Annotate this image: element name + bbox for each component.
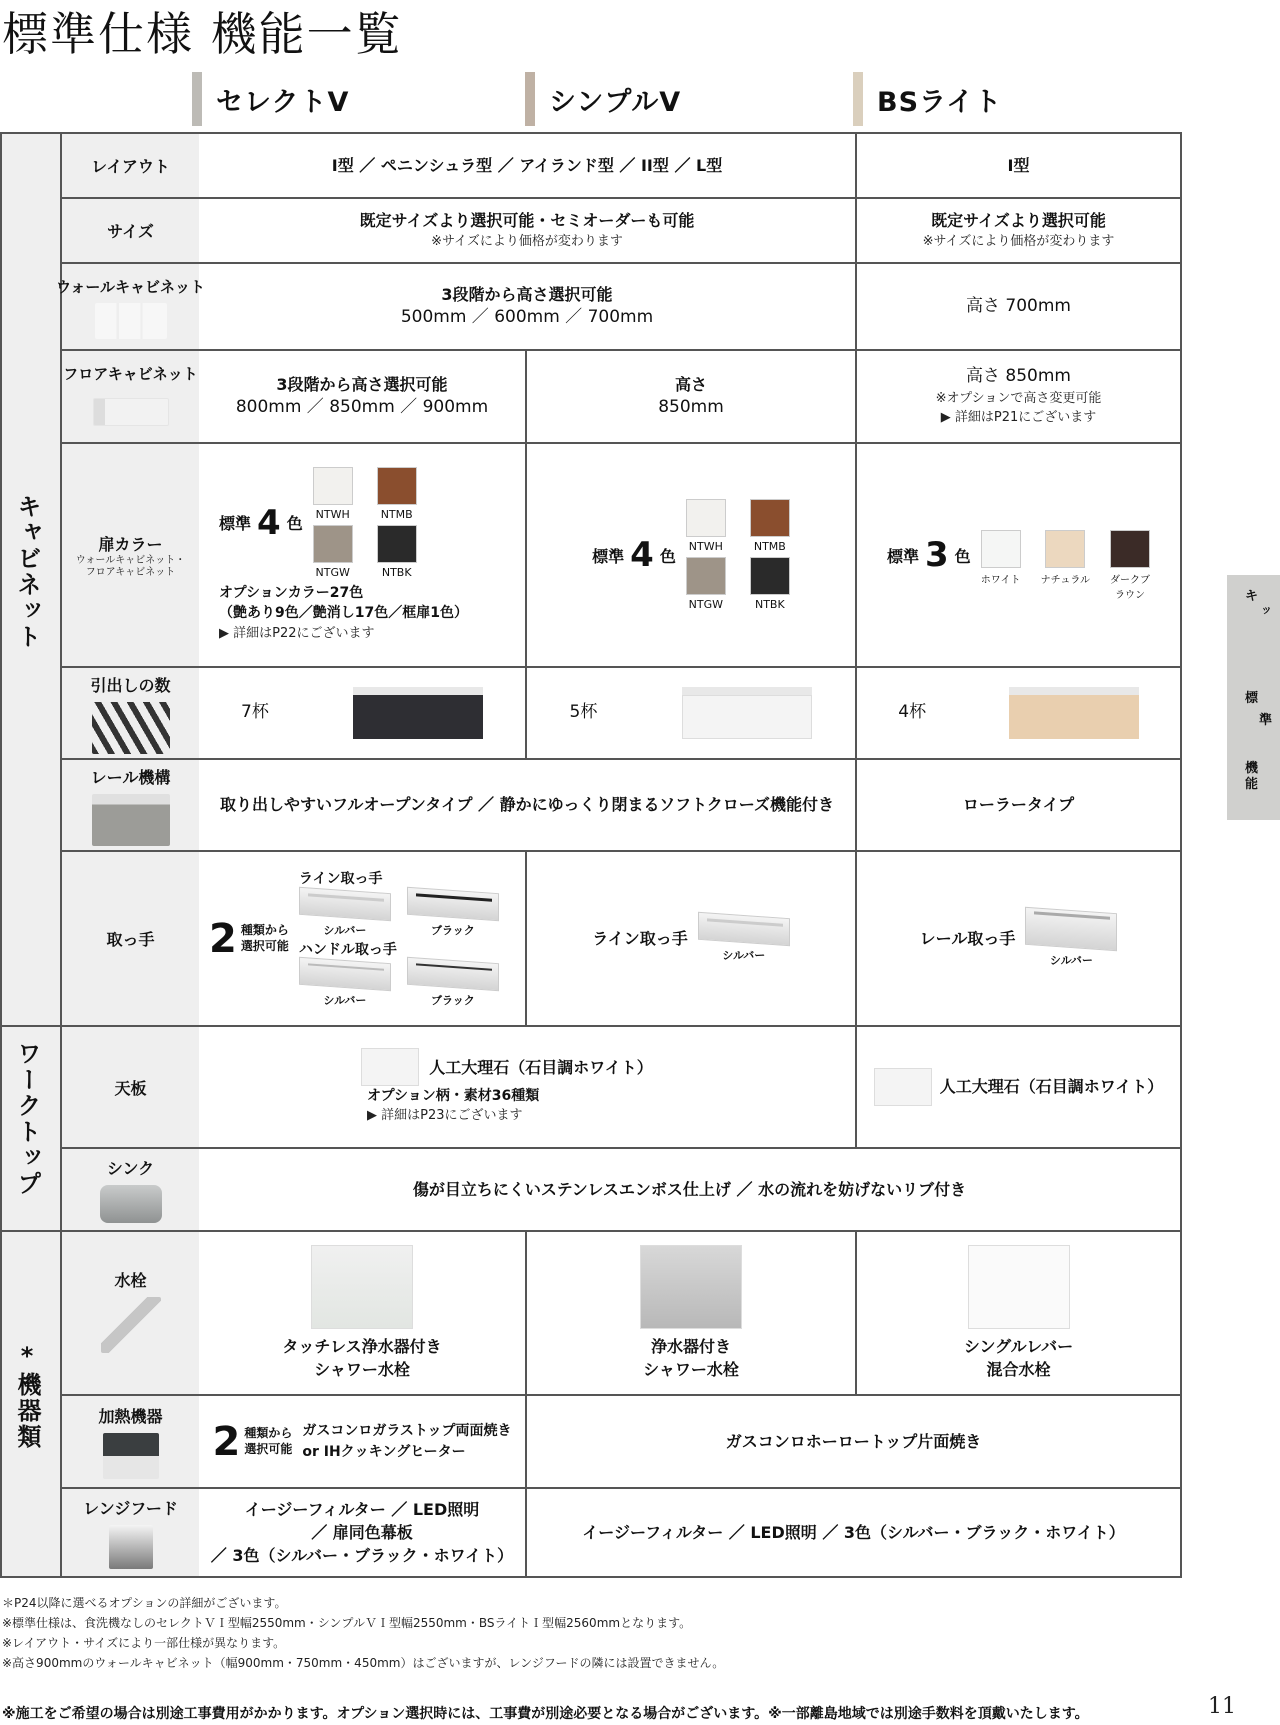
standard-color-count [592, 535, 676, 575]
row-size [62, 199, 1180, 264]
countertop-swatch [361, 1048, 419, 1086]
cell-select-simple [199, 1027, 857, 1147]
series-header-simple-v [525, 72, 681, 126]
handle-image [698, 911, 790, 945]
faucet-photo [311, 1245, 413, 1329]
side-tab-char: ッ [1261, 603, 1272, 616]
cell-text: イージーフィルター ／ LED照明 ／ 3色（シルバー・ブラック・ホワイト） [582, 1522, 1125, 1542]
group-label: キャビネット [13, 494, 41, 650]
range-hood-image [109, 1525, 153, 1569]
handle-pair [299, 890, 499, 938]
swatch-code: NTMB [380, 507, 413, 521]
swatch-box [377, 525, 417, 563]
group-label: *機器類 [13, 1342, 41, 1450]
page-number: 11 [1208, 1694, 1236, 1719]
row-label [62, 1396, 199, 1487]
row-wall-cabinet [55, 264, 1180, 351]
std-count: 3 [924, 535, 949, 575]
cell-text: 850mm [658, 397, 724, 418]
handle-type-title: ライン取っ手 [592, 928, 688, 948]
cell-select [199, 1489, 527, 1576]
cell-text: I型 ／ ペニンシュラ型 ／ アイランド型 ／ II型 ／ L型 [331, 155, 723, 175]
series-color-bar [192, 72, 202, 126]
cell-simple [527, 351, 857, 442]
row-label-text: シンク [106, 1159, 155, 1178]
row-label [62, 351, 199, 442]
cell-bs [857, 668, 1180, 758]
swatch-box [1110, 530, 1150, 568]
cell-link-note[interactable]: ▶ 詳細はP21にございます [940, 410, 1097, 426]
cell-text: ローラータイプ [962, 795, 1075, 815]
handle-type-title: ライン取っ手 [298, 871, 383, 888]
group-label: ワークトップ [13, 1041, 41, 1197]
handle-options [299, 869, 499, 1008]
row-label-text: サイズ [107, 222, 154, 241]
swatch-box [750, 557, 790, 595]
cell-text: ／ 扉同色幕板 [311, 1522, 413, 1542]
cell-simple [527, 852, 857, 1025]
swatch-grid [313, 467, 417, 579]
wall-cabinet-image [95, 303, 167, 339]
cell-text: 既定サイズより選択可能 [931, 211, 1106, 231]
footer-note: ※施工をご希望の場合は別途工事費用がかかります。オプション選択時には、工事費が別途必要となる場合がございます。※一部離島地域では別途手数料を頂戴いたします。 [2, 1706, 1089, 1722]
cell-select [199, 668, 527, 758]
cell-text: 既定サイズより選択可能・セミオーダーも可能 [359, 211, 695, 231]
row-label-text: 取っ手 [106, 930, 155, 949]
side-tab-char: 標 [1245, 691, 1259, 706]
handle-black: ブラック [407, 960, 499, 1008]
swatch-box [1045, 530, 1085, 568]
row-label-text: 扉カラー [98, 534, 163, 554]
cell-bs [857, 1027, 1180, 1147]
cell-bs [857, 351, 1180, 442]
handle-image [407, 957, 499, 991]
std-suffix: 色 [659, 546, 676, 566]
swatch [377, 467, 417, 521]
cell-simple-bs [527, 1489, 1180, 1576]
handle-silver: シルバー [299, 960, 391, 1008]
swatch-block [887, 510, 1150, 601]
choice-text: 種類から 選択可能 [240, 922, 289, 953]
row-label [62, 1232, 199, 1394]
cell-text: 3段階から高さ選択可能 [276, 375, 448, 394]
cell-bs [857, 134, 1180, 197]
cell-text: 高さ 850mm [966, 366, 1071, 387]
handle-silver: シルバー [698, 915, 790, 963]
handle-image [299, 886, 391, 920]
std-suffix: 色 [954, 546, 971, 566]
footnote: ※高さ900mmのウォールキャビネット（幅900mm・750mm・450mm）はございますが、レンジフードの隣には設置できません。 [2, 1656, 725, 1670]
row-range-hood [62, 1489, 1180, 1576]
option-color-breakdown: （艶あり9色／艶消し17色／框扉1色） [219, 605, 468, 622]
cell-text: 混合水栓 [986, 1360, 1051, 1379]
std-prefix: 標準 [219, 514, 252, 534]
cell-select [199, 351, 527, 442]
row-label-text: ウォールキャビネット [55, 278, 206, 296]
swatch-box [686, 557, 726, 595]
option-color-link[interactable]: ▶ 詳細はP22にございます [219, 625, 375, 641]
spec-table [0, 132, 1182, 1578]
swatch [750, 557, 790, 611]
cell-text: 人工大理石（石目調ホワイト） [939, 1077, 1164, 1097]
swatch-grid [686, 499, 790, 611]
cell-bs [857, 852, 1180, 1025]
page-title: 標準仕様 機能一覧 [2, 7, 403, 61]
row-label-text: 加熱機器 [98, 1407, 163, 1426]
cell-simple-bs [527, 1396, 1180, 1487]
row-handle [62, 852, 1180, 1027]
cell-bs [857, 199, 1180, 262]
cell-text: 高さ [674, 375, 707, 394]
footnote: ＊P24以降に選べるオプションの詳細がございます。 [2, 1596, 287, 1610]
side-index-tab[interactable] [1227, 575, 1280, 820]
row-label-text: レール機構 [90, 767, 171, 787]
cell-select [199, 1232, 527, 1394]
cell-simple [527, 1232, 857, 1394]
row-label [62, 1027, 199, 1147]
side-tab-char: 能 [1245, 777, 1259, 792]
cell-text: イージーフィルター ／ LED照明 [244, 1499, 480, 1519]
footnote: ※標準仕様は、食洗機なしのセレクトＶＩ型幅2550mm・シンプルＶＩ型幅2550mm・BSライトＩ型幅2560mmとなります。 [2, 1616, 692, 1630]
row-label [62, 444, 199, 666]
handle-black: ブラック [407, 890, 499, 938]
cell-bs [857, 1232, 1180, 1394]
swatch [313, 467, 353, 521]
handle-type-title: ハンドル取っ手 [298, 941, 397, 958]
countertop-sample [361, 1048, 653, 1086]
handle-silver: シルバー [1025, 910, 1117, 968]
cell-bs [857, 760, 1180, 850]
row-label [55, 264, 206, 349]
swatch-code: NTWH [315, 507, 350, 521]
row-label-text: レイアウト [91, 157, 170, 176]
handle-type-title: レール取っ手 [919, 928, 1016, 948]
row-label [62, 760, 199, 850]
cell-all [199, 1149, 1180, 1230]
cell-text: or IHクッキングヒーター [302, 1443, 466, 1460]
row-label [62, 852, 199, 1025]
footnote: ※レイアウト・サイズにより一部仕様が異なります。 [2, 1636, 286, 1650]
series-name: シンプルV [549, 86, 682, 118]
cell-text: 500mm ／ 600mm ／ 700mm [400, 307, 654, 328]
handle-image [407, 886, 499, 920]
cell-select [199, 852, 527, 1025]
swatch-block [592, 499, 790, 611]
row-sublabel: ウォールキャビネット・ [75, 554, 186, 566]
standard-color-count [219, 503, 303, 543]
faucet-image [101, 1297, 161, 1353]
cell-simple [527, 444, 857, 666]
swatch-code: ナチュラル [1040, 574, 1091, 586]
swatch [313, 525, 353, 579]
series-name: セレクトV [216, 86, 350, 118]
handle-silver: シルバー [299, 890, 391, 938]
series-header-select-v [192, 72, 349, 126]
row-label [62, 1149, 199, 1230]
cell-text: 取り出しやすいフルオープンタイプ ／ 静かにゆっくり閉まるソフトクローズ機能付き [219, 795, 835, 815]
swatch-box [377, 467, 417, 505]
cell-text: 高さ 700mm [966, 295, 1071, 316]
sink-image [100, 1185, 162, 1223]
kitchen-image-white [682, 687, 812, 739]
footnotes [2, 1593, 724, 1673]
swatch-box [686, 499, 726, 537]
cell-bs [857, 264, 1180, 349]
swatch-row [981, 530, 1150, 601]
cell-select-simple [199, 134, 857, 197]
cell-text: ／ 3色（シルバー・ブラック・ホワイト） [210, 1546, 514, 1566]
handle-image [1025, 906, 1117, 950]
swatch [1110, 530, 1150, 601]
row-label [62, 134, 199, 197]
floor-cabinet-image [93, 398, 169, 426]
row-door-color [62, 444, 1180, 668]
swatch-code: NTBK [381, 565, 412, 579]
swatch-box [750, 499, 790, 537]
faucet-photo [640, 1245, 742, 1329]
group-worktop [2, 1027, 62, 1232]
choice-count [209, 915, 289, 962]
row-heater [62, 1396, 1180, 1489]
row-drawers [62, 668, 1180, 760]
row-sublabel: フロアキャビネット [85, 566, 176, 578]
faucet-photo [968, 1245, 1070, 1329]
countertop-swatch [874, 1068, 932, 1106]
cell-note: ※オプションで高さ変更可能 [935, 390, 1102, 406]
kitchen-image-dark [353, 687, 483, 739]
cell-text: 3段階から高さ選択可能 [441, 285, 613, 304]
swatch-code: NTWH [688, 540, 723, 553]
drawer-count: 5杯 [569, 702, 598, 723]
swatch-code: ダークブラウン [1110, 574, 1151, 601]
side-tab-char: 準 [1259, 713, 1273, 728]
swatch-code: NTGW [688, 598, 724, 611]
cell-text: ガスコンロガラストップ両面焼き [302, 1423, 512, 1440]
option-text: オプション柄・素材36種類 [367, 1088, 540, 1105]
option-link[interactable]: ▶ 詳細はP23にございます [367, 1108, 523, 1124]
swatch-box [313, 467, 353, 505]
choice-number: 2 [212, 1418, 241, 1465]
swatch [981, 530, 1021, 586]
cell-text: 浄水器付き [650, 1336, 731, 1356]
heater-image [103, 1433, 159, 1479]
drawer-count: 4杯 [898, 702, 927, 723]
row-countertop [62, 1027, 1180, 1149]
cell-simple [527, 668, 857, 758]
series-color-bar [525, 72, 535, 126]
countertop-options [367, 1086, 687, 1126]
row-label-text: 天板 [114, 1078, 147, 1098]
cell-select-simple [199, 199, 857, 262]
cell-text: タッチレス浄水器付き [282, 1336, 442, 1356]
standard-color-count [887, 535, 971, 575]
swatch-code: ホワイト [980, 574, 1021, 586]
swatch [686, 499, 726, 553]
row-label-text: レンジフード [83, 1499, 178, 1518]
side-tab-char: 機 [1245, 761, 1259, 776]
group-cabinet [2, 134, 62, 1027]
option-color-text: オプションカラー27色 [219, 584, 364, 601]
row-label [62, 199, 199, 262]
cell-text: 800mm ／ 850mm ／ 900mm [235, 397, 489, 418]
row-label-text: 水栓 [114, 1271, 147, 1290]
std-count: 4 [257, 502, 281, 543]
cell-text: ガスコンロホーロートップ片面焼き [725, 1431, 982, 1451]
cell-select-simple [199, 760, 857, 850]
series-header-bs-lite [853, 72, 1002, 126]
cell-text: シャワー水栓 [643, 1360, 739, 1379]
cell-note: ※サイズにより価格が変わります [922, 234, 1115, 250]
row-label-text: フロアキャビネット [63, 365, 198, 383]
swatch [377, 525, 417, 579]
group-equipment [2, 1232, 62, 1576]
row-floor-cabinet [62, 351, 1180, 444]
swatch-code: NTBK [754, 598, 785, 611]
std-suffix: 色 [286, 514, 303, 534]
swatch-block [219, 467, 417, 579]
cell-note: ※サイズにより価格が変わります [431, 234, 623, 250]
series-color-bar [853, 72, 863, 126]
std-prefix: 標準 [592, 546, 625, 566]
choice-text: 種類から 選択可能 [244, 1425, 293, 1456]
cell-select-simple [199, 264, 857, 349]
cell-select [199, 444, 527, 666]
cell-text: 人工大理石（石目調ホワイト） [429, 1057, 653, 1077]
std-prefix: 標準 [886, 546, 919, 566]
drawer-image [92, 702, 170, 754]
swatch-box [313, 525, 353, 563]
kitchen-image-natural [1009, 687, 1139, 739]
choice-number: 2 [209, 915, 237, 962]
row-label [62, 668, 199, 758]
std-count: 4 [630, 535, 654, 575]
drawer-count: 7杯 [241, 702, 269, 723]
swatch-code: NTMB [753, 540, 786, 553]
swatch [686, 557, 726, 611]
cell-text: 傷が目立ちにくいステンレスエンボス仕上げ ／ 水の流れを妨げないリブ付き [412, 1179, 967, 1199]
row-label-text: 引出しの数 [90, 675, 171, 695]
side-tab-char: キ [1245, 589, 1259, 604]
swatch-box [981, 530, 1021, 568]
handle-image [299, 957, 391, 991]
row-label [62, 1489, 199, 1576]
cell-text: シングルレバー [963, 1336, 1074, 1356]
choice-count [212, 1418, 293, 1465]
cell-text: I型 [1007, 155, 1030, 175]
row-sink [62, 1149, 1180, 1232]
rail-image [92, 794, 170, 846]
swatch [750, 499, 790, 553]
cell-text: シャワー水栓 [314, 1360, 410, 1379]
handle-pair [299, 960, 499, 1008]
heater-options [302, 1421, 511, 1462]
cell-bs [857, 444, 1180, 666]
row-faucet [62, 1232, 1180, 1396]
swatch-code: NTGW [315, 565, 350, 579]
cell-select [199, 1396, 527, 1487]
series-name: BSライト [877, 86, 1003, 118]
row-layout [62, 134, 1180, 199]
row-rail [62, 760, 1180, 852]
swatch [1041, 530, 1090, 586]
